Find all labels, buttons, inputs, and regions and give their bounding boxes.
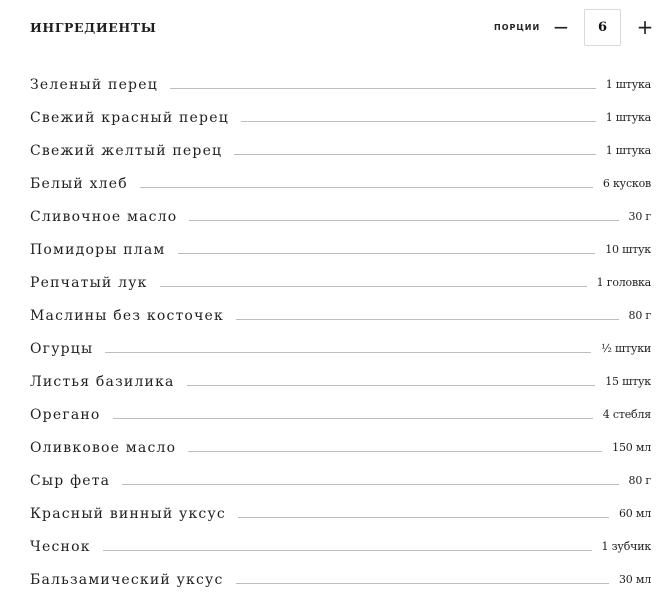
ingredient-row — [30, 101, 651, 134]
ingredient-quantity: 1 зубчик — [601, 540, 651, 553]
ingredient-quantity: 150 мл — [612, 441, 651, 454]
decrease-portions-button[interactable]: − — [552, 15, 570, 39]
ingredient-quantity: 15 штук — [605, 375, 651, 388]
ingredient-row — [30, 530, 651, 563]
ingredient-name: Репчатый лук — [30, 274, 148, 291]
ingredient-row — [30, 332, 651, 365]
ingredient-name: Маслины без косточек — [30, 307, 224, 324]
ingredient-row — [30, 299, 651, 332]
ingredient-row — [30, 464, 651, 497]
ingredient-row — [30, 497, 651, 530]
ingredient-quantity: 80 г — [628, 309, 651, 322]
ingredient-name: Бальзамический уксус — [30, 571, 224, 588]
ingredient-name: Сливочное масло — [30, 208, 178, 225]
ingredient-row — [30, 200, 651, 233]
dotted-leader-line — [189, 220, 618, 221]
ingredient-name: Листья базилика — [30, 373, 175, 390]
dotted-leader-line — [160, 286, 587, 287]
dotted-leader-line — [170, 88, 596, 89]
ingredient-row — [30, 398, 651, 431]
ingredient-row — [30, 233, 651, 266]
ingredient-name: Помидоры плам — [30, 241, 166, 258]
dotted-leader-line — [140, 187, 593, 188]
ingredient-row — [30, 563, 651, 596]
dotted-leader-line — [241, 121, 596, 122]
ingredient-quantity: 4 стебля — [602, 408, 651, 421]
ingredient-quantity: 1 штука — [605, 144, 651, 157]
ingredient-quantity: ½ штуки — [601, 342, 651, 355]
dotted-leader-line — [187, 385, 596, 386]
ingredient-quantity: 60 мл — [618, 507, 651, 520]
dotted-leader-line — [234, 154, 595, 155]
ingredient-quantity: 30 мл — [618, 573, 651, 586]
ingredient-quantity: 1 головка — [596, 276, 651, 289]
ingredient-name: Красный винный уксус — [30, 505, 226, 522]
ingredient-quantity: 6 кусков — [602, 177, 651, 190]
ingredient-row — [30, 431, 651, 464]
ingredient-row — [30, 365, 651, 398]
dotted-leader-line — [238, 517, 609, 518]
ingredient-name: Свежий желтый перец — [30, 142, 223, 159]
ingredients-list — [30, 68, 651, 596]
portions-count-field[interactable]: 6 — [584, 9, 621, 46]
dotted-leader-line — [122, 484, 618, 485]
ingredient-name: Оливковое масло — [30, 439, 177, 456]
dotted-leader-line — [236, 319, 619, 320]
ingredient-row — [30, 167, 651, 200]
dotted-leader-line — [105, 352, 591, 353]
ingredient-name: Сыр фета — [30, 472, 111, 489]
dotted-leader-line — [113, 418, 593, 419]
increase-portions-button[interactable]: + — [636, 15, 654, 39]
dotted-leader-line — [188, 451, 602, 452]
section-title: ИНГРЕДИЕНТЫ — [30, 20, 157, 35]
ingredient-name: Свежий красный перец — [30, 109, 229, 126]
dotted-leader-line — [178, 253, 596, 254]
dotted-leader-line — [103, 550, 592, 551]
ingredient-quantity: 10 штук — [605, 243, 651, 256]
ingredient-name: Белый хлеб — [30, 175, 128, 192]
ingredient-name: Орегано — [30, 406, 101, 423]
ingredient-quantity: 30 г — [628, 210, 651, 223]
dotted-leader-line — [236, 583, 609, 584]
ingredient-quantity: 1 штука — [605, 78, 651, 91]
ingredient-name: Зеленый перец — [30, 76, 158, 93]
ingredient-row — [30, 68, 651, 101]
ingredient-name: Чеснок — [30, 538, 91, 555]
ingredient-name: Огурцы — [30, 340, 94, 357]
ingredient-quantity: 1 штука — [605, 111, 651, 124]
ingredient-quantity: 80 г — [628, 474, 651, 487]
ingredient-row — [30, 266, 651, 299]
ingredient-row — [30, 134, 651, 167]
portions-label: ПОРЦИИ — [494, 23, 541, 32]
ingredients-header — [0, 0, 671, 56]
